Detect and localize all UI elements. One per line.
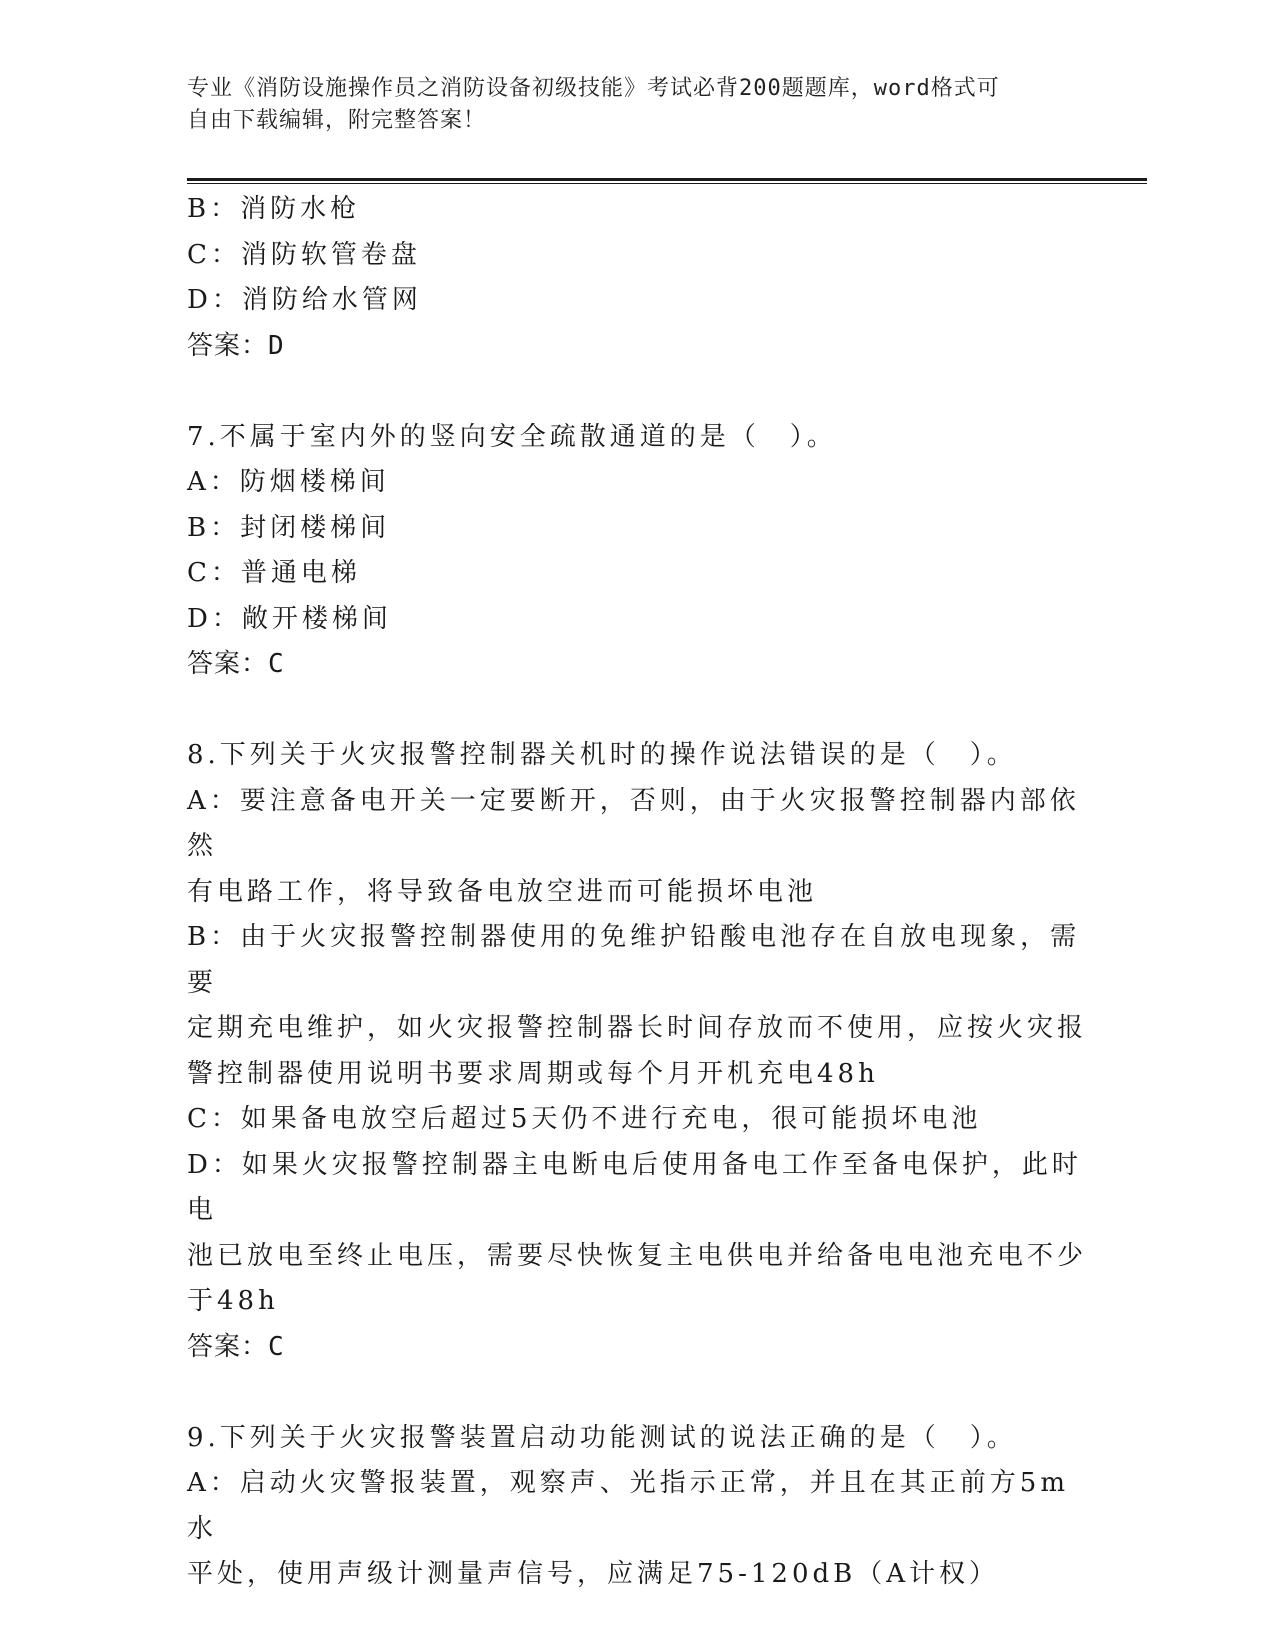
question-6-option-c: C：消防软管卷盘 (187, 239, 421, 270)
question-8-option-b-line-3: 警控制器使用说明书要求周期或每个月开机充电48h (187, 1058, 879, 1089)
question-8-option-d-line-3: 于48h (187, 1286, 279, 1316)
spacer (187, 369, 1087, 415)
question-6-answer: 答案：D (187, 330, 285, 361)
question-9-option-a-line-1: A：启动火灾警报装置，观察声、光指示正常，并且在其正前方5m水 (187, 1468, 1069, 1544)
question-9-text: 9.下列关于火灾报警装置启动功能测试的说法正确的是（ ）。 (187, 1422, 1017, 1453)
document-body (187, 187, 1087, 1598)
spacer (187, 688, 1087, 734)
question-8-answer: 答案：C (187, 1331, 285, 1362)
question-8-option-a-line-2: 有电路工作，将导致备电放空进而可能损坏电池 (187, 876, 818, 907)
question-8-option-b-line-2: 定期充电维护，如火灾报警控制器长时间存放而不使用，应按火灾报 (187, 1013, 1088, 1043)
header-divider-thin (187, 183, 1147, 184)
question-7-answer: 答案：C (187, 649, 285, 679)
question-7-option-b: B：封闭楼梯间 (187, 512, 391, 543)
page-header (187, 73, 1067, 137)
question-8-option-a-line-1: A：要注意备电开关一定要断开，否则，由于火灾报警控制器内部依然 (187, 785, 1080, 861)
spacer (187, 1370, 1087, 1416)
header-title-line-1: 专业《消防设施操作员之消防设备初级技能》考试必背200题题库，word格式可 (187, 76, 1000, 101)
question-8-text: 8.下列关于火灾报警控制器关机时的操作说法错误的是（ ）。 (187, 740, 1017, 770)
question-8-option-c: C：如果备电放空后超过5天仍不进行充电，很可能损坏电池 (187, 1104, 982, 1134)
header-title-line-2: 自由下载编辑，附完整答案！ (187, 108, 487, 133)
question-8-option-b-line-1: B：由于火灾报警控制器使用的免维护铅酸电池存在自放电现象，需要 (187, 922, 1081, 998)
question-6-block (187, 187, 1087, 369)
question-6-option-d: D：消防给水管网 (187, 285, 422, 315)
question-9-option-a-line-2: 平处，使用声级计测量声信号，应满足75-120dB（A计权） (187, 1559, 1000, 1589)
question-7-option-d: D：敞开楼梯间 (187, 603, 392, 634)
question-6-option-b: B：消防水枪 (187, 194, 361, 224)
question-8-option-d-line-2: 池已放电至终止电压，需要尽快恢复主电供电并给备电电池充电不少 (187, 1240, 1088, 1271)
question-8-block (187, 733, 1087, 1370)
question-7-option-a: A：防烟楼梯间 (187, 467, 390, 497)
question-8-option-d-line-1: D：如果火灾报警控制器主电断电后使用备电工作至备电保护，此时电 (187, 1149, 1082, 1225)
question-7-text: 7.不属于室内外的竖向安全疏散通道的是（ ）。 (187, 421, 837, 452)
question-7-block (187, 415, 1087, 688)
question-7-option-c: C：普通电梯 (187, 558, 361, 588)
question-9-block (187, 1416, 1087, 1598)
header-divider-thick (187, 178, 1147, 181)
